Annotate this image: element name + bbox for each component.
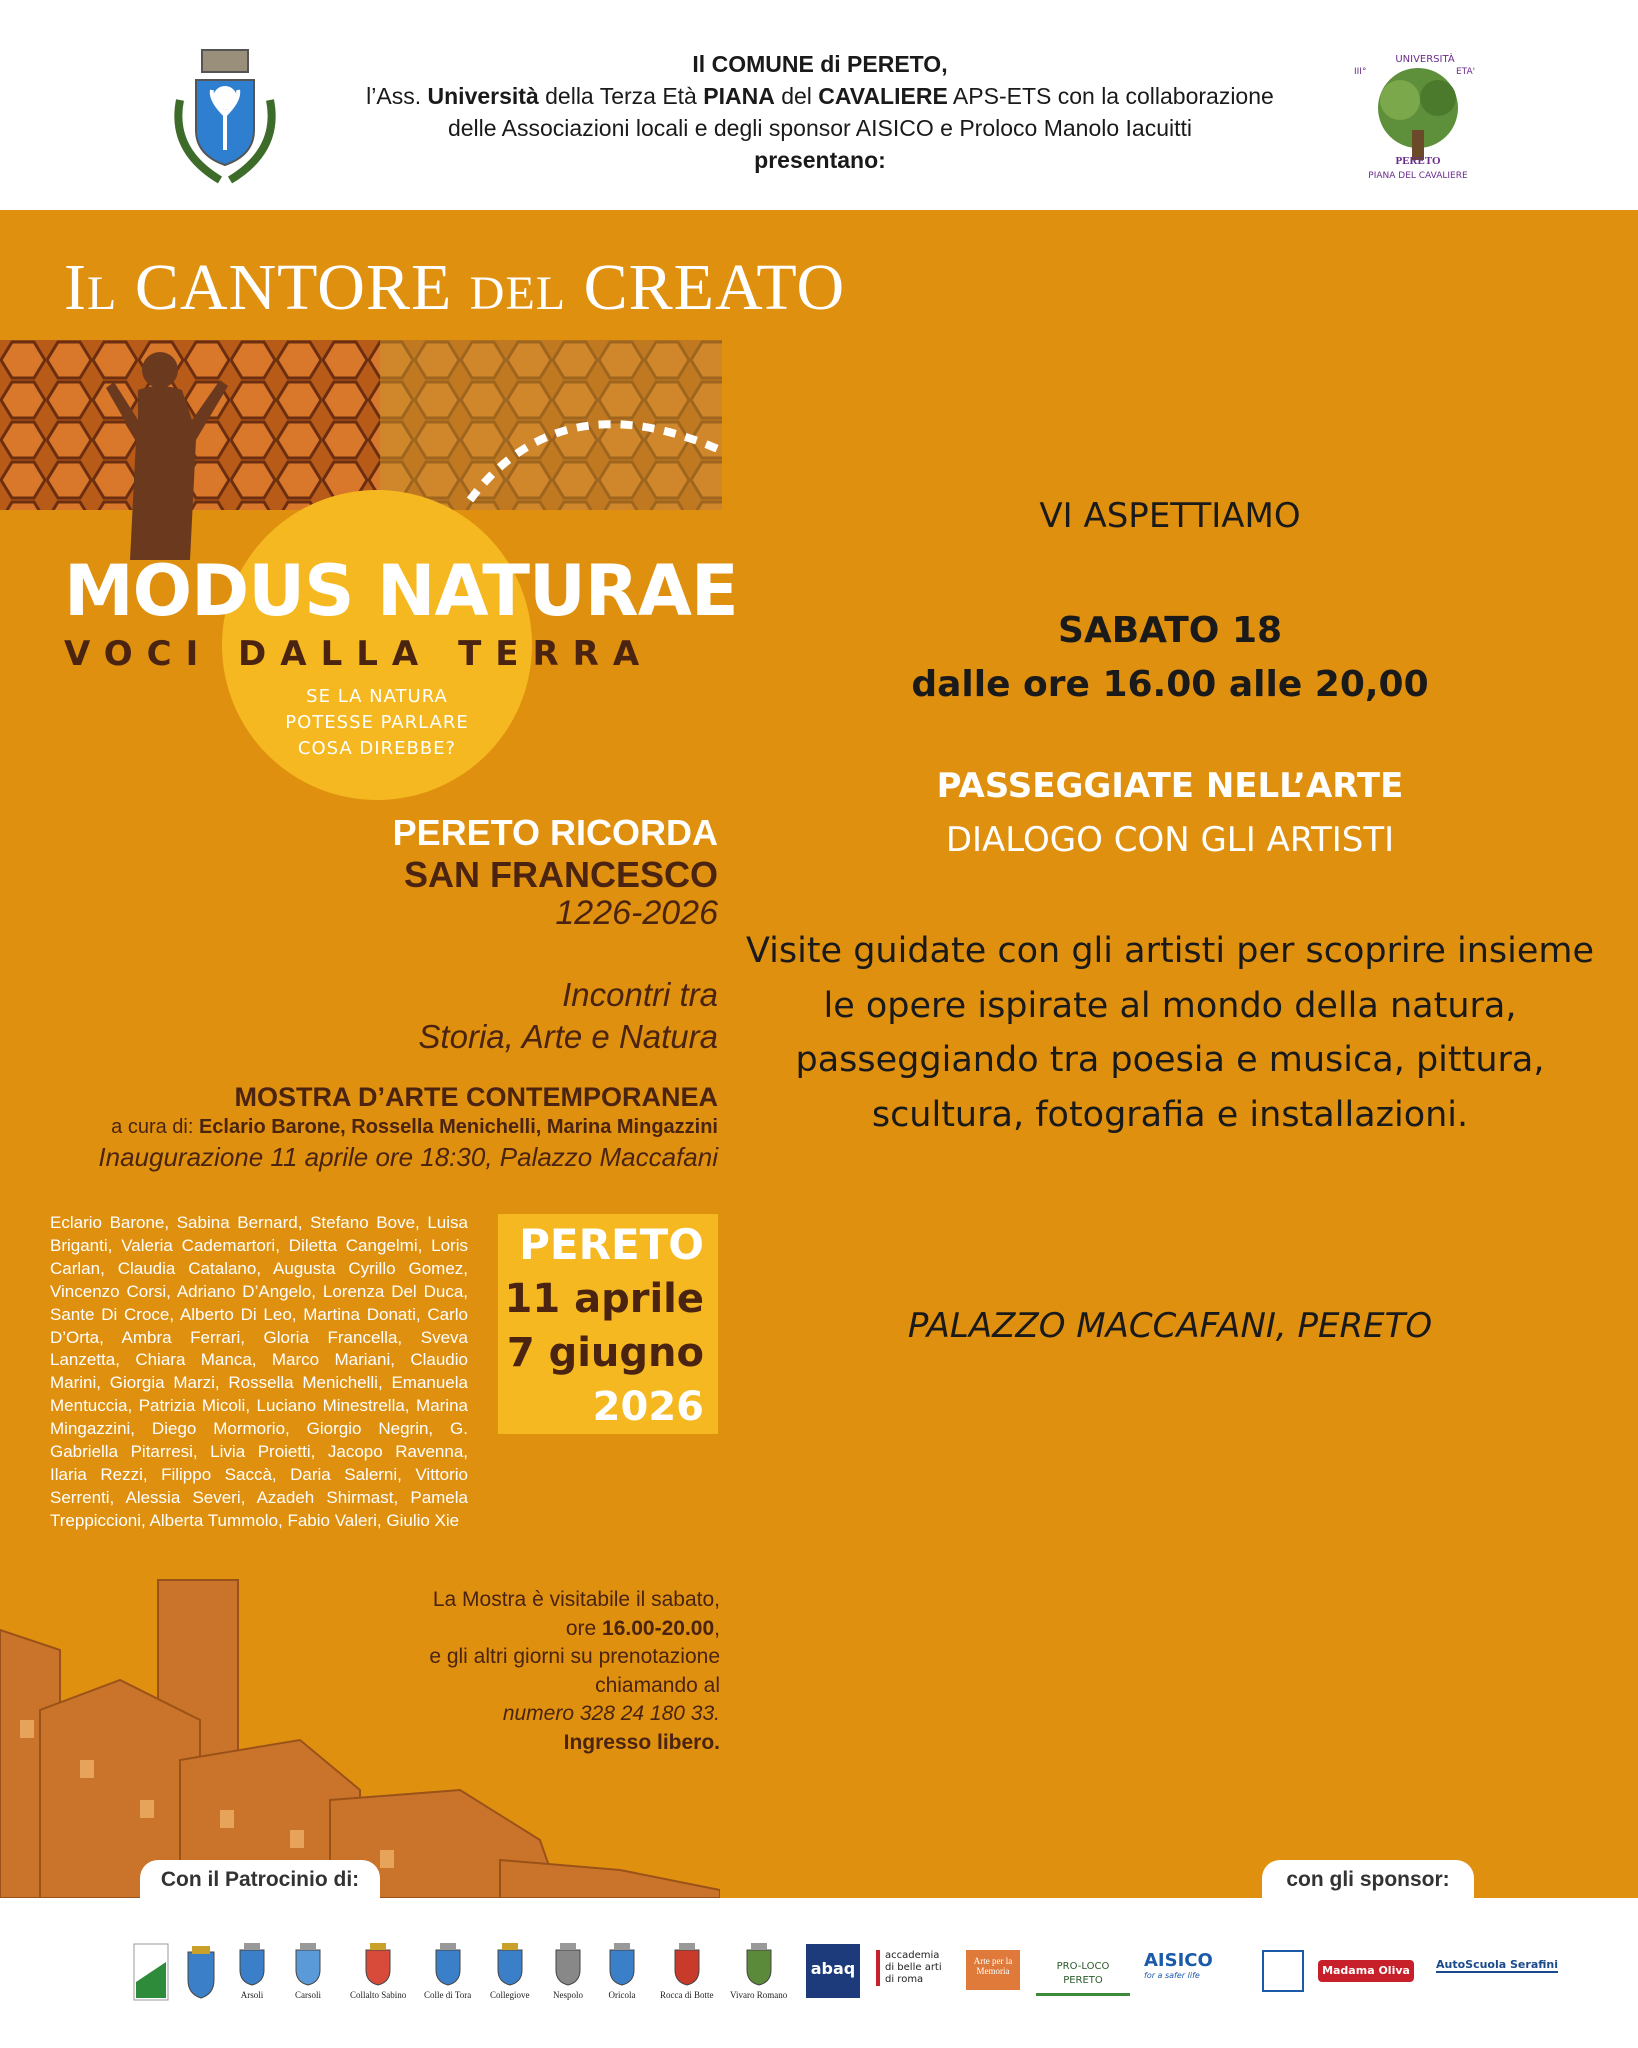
artists-list: Eclario Barone, Sabina Bernard, Stefano Bove, Luisa Briganti, Valeria Cademartori, Diletta Cangelmi, Loris Carlan, Claudia Catalano, Augusta Cyrillo Gomez, Vincenzo Corsi, Adriano D’Angelo, Lorenza Del Duca, Sante Di Croce, Alberto Di Leo, Martina Donati, Carlo D’Orta, Ambra Ferrari, Gloria Francella, Sveva Lanzetta, Chiara Manca, Marco Mariani, Claudio Marini, Giorgia Marzi, Rossella Menichelli, Emanuela Mentuccia, Patrizia Micoli, Luciano Minestrella, Marina Mingazzini, Diego Mormorio, Giorgio Negrin, G. Gabriella Pitarresi, Livia Proietti, Jacopo Ravenna, Ilaria Rezzi, Filippo Saccà, Daria Salerni, Vittorio Serrenti, Alessia Severi, Azadeh Shirmast, Pamela Treppiccioni, Alberta Tummolo, Fabio Valeri, Giulio Xie — [50, 1213, 468, 1530]
dialogo-subtitle: DIALOGO CON GLI ARTISTI — [945, 820, 1395, 860]
abaq-logo: abaq — [806, 1944, 860, 1998]
arte-memoria-logo: Arte per la Memoria — [966, 1950, 1020, 1990]
header-line3: delle Associazioni locali e degli sponsor AISICO e Proloco Manolo Iacuitti — [447, 115, 1193, 141]
pereto-ricorda: PERETO RICORDA — [392, 812, 718, 853]
header-line1: Il COMUNE di PERETO, — [692, 51, 948, 77]
date-box-start: 11 aprile — [504, 1276, 704, 1322]
provincia-logo — [182, 1942, 220, 2006]
university-tree-logo — [1350, 50, 1480, 185]
madama-oliva-logo: Madama Oliva — [1318, 1960, 1414, 1982]
rocca-di-botte-logo: Rocca di Botte — [660, 1942, 714, 2006]
colle-di-tora-logo: Colle di Tora — [424, 1942, 471, 2006]
proloco-pereto-logo: PRO-LOCO PERETO — [1036, 1948, 1130, 1996]
header-line2: l’Ass. Università della Terza Età PIANA del CAVALIERE APS-ETS con la collaborazione — [366, 83, 1274, 109]
collalto-sabino-logo: Collalto Sabino — [350, 1942, 406, 2006]
header-line4: presentano: — [754, 147, 886, 173]
logo-bottom-text: PIANA DEL CAVALIERE — [1368, 171, 1468, 181]
san-francesco: SAN FRANCESCO — [403, 854, 718, 895]
nespolo-logo: Nespolo — [550, 1942, 586, 2006]
accademia-logo: accademia di belle arti di roma — [876, 1950, 942, 1986]
generic-sponsor-logo — [1262, 1950, 1304, 1992]
visiting-info: La Mostra è visitabile il sabato, ore 16.00-20.00, e gli altri giorni su prenotazione chiamando al numero 328 24 180 33. Ingresso libero. — [429, 1588, 720, 1754]
curators: a cura di: Eclario Barone, Rossella Menichelli, Marina Mingazzini — [111, 1116, 718, 1138]
regione-abruzzo-logo — [132, 1942, 170, 2006]
inauguration: Inaugurazione 11 aprile ore 18:30, Palazzo Maccafani — [98, 1142, 718, 1172]
poster-title: IL CANTORE DEL CREATO — [64, 251, 846, 324]
event-date-time: SABATO 18 dalle ore 16.00 alle 20,00 — [911, 610, 1429, 705]
header — [0, 0, 1638, 210]
vivaro-romano-logo: Vivaro Romano — [730, 1942, 787, 2006]
autoscuola-logo: AutoScuola Serafini — [1436, 1958, 1558, 1971]
logo-left-text: III° — [1354, 67, 1367, 77]
carsoli-logo: Carsoli — [290, 1942, 326, 2006]
patrocinio-tab: Con il Patrocinio di: — [140, 1860, 380, 1898]
pereto-coat-of-arms-icon — [160, 40, 290, 190]
voci-subtitle: VOCI DALLA TERRA — [64, 634, 654, 674]
event-location: PALAZZO MACCAFANI, PERETO — [907, 1306, 1433, 1346]
sponsor-footer — [0, 1898, 1638, 2048]
logo-top-text: UNIVERSITÀ — [1395, 54, 1455, 65]
logo-center-text: PERETO — [1395, 155, 1441, 167]
arsoli-logo: Arsoli — [234, 1942, 270, 2006]
date-box-town: PERETO — [519, 1220, 704, 1269]
header-text — [320, 48, 1320, 176]
collegiove-logo: Collegiove — [490, 1942, 530, 2006]
modus-naturae-title: MODUS NATURAE — [64, 550, 738, 632]
date-box-year: 2026 — [592, 1384, 704, 1430]
incontri-tagline: Incontri tra Storia, Arte e Natura — [418, 976, 718, 1055]
sun-question: SE LA NATURA POTESSE PARLARE COSA DIREBBE? — [285, 686, 469, 759]
passeggiate-title: PASSEGGIATE NELL’ARTE — [936, 766, 1404, 806]
date-box-end: 7 giugno — [506, 1330, 704, 1376]
aisico-logo: AISICO for a safer life — [1144, 1950, 1213, 1980]
event-description: Visite guidate con gli artisti per scoprire insieme le opere ispirate al mondo della natura, passeggiando tra poesia e musica, pittura, scultura, fotografia e installazioni. — [745, 931, 1595, 1135]
saint-francis-silhouette-icon — [100, 340, 240, 570]
vi-aspettiamo: VI ASPETTIAMO — [1039, 496, 1301, 536]
date-box — [498, 1214, 718, 1434]
anniversary-years: 1226-2026 — [555, 894, 718, 932]
sponsor-tab: con gli sponsor: — [1262, 1860, 1474, 1898]
mostra-title: MOSTRA D’ARTE CONTEMPORANEA — [234, 1082, 718, 1112]
logo-right-text: ETA' — [1456, 67, 1476, 77]
oricola-logo: Oricola — [604, 1942, 640, 2006]
